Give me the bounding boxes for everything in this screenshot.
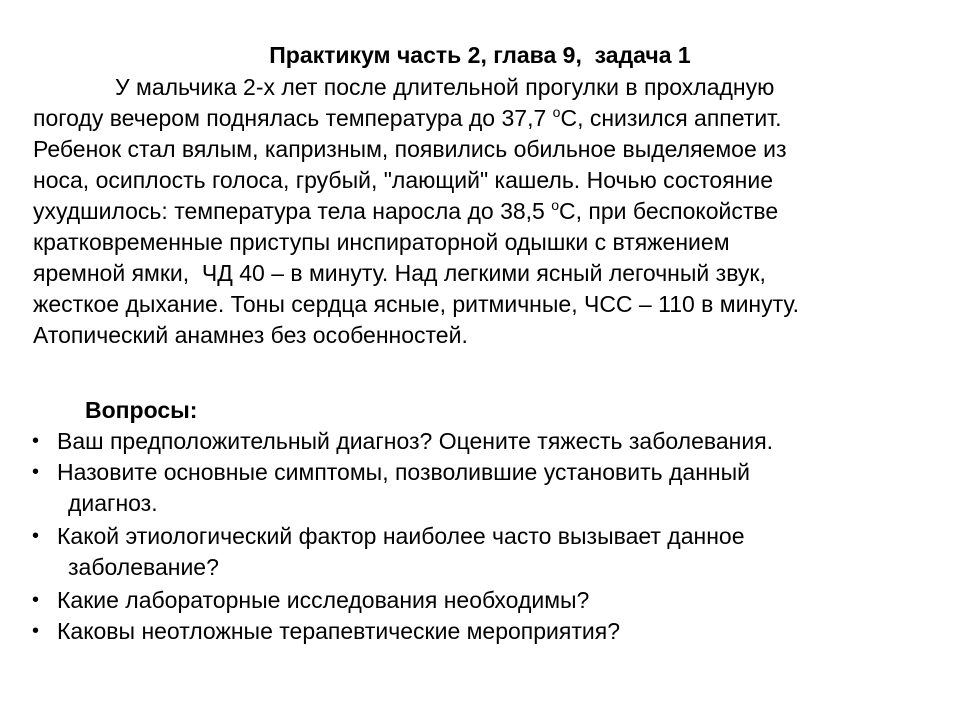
question-3: Какой этиологический фактор наиболее часто вызывает данное (57, 523, 745, 549)
case-line-2 (33, 103, 782, 134)
case-line-5-tail: С, при беспокойстве (559, 198, 779, 224)
case-line-7: яремной ямки, ЧД 40 – в минуту. Над легкими ясный легочный звук, (33, 260, 766, 286)
case-line-5 (33, 196, 778, 227)
question-3-continued: заболевание? (68, 554, 219, 580)
case-line-5-head: ухудшилось: температура тела наросла до 38,5 (33, 198, 552, 224)
bullet-icon: • (32, 525, 40, 547)
question-4: Какие лабораторные исследования необходимы? (57, 587, 590, 613)
bullet-icon: • (32, 620, 40, 642)
question-2-continued: диагноз. (68, 490, 158, 516)
question-5: Каковы неотложные терапевтические мероприятия? (57, 618, 620, 644)
bullet-icon: • (32, 589, 40, 611)
questions-heading: Вопросы: (85, 397, 198, 423)
case-line-6: кратковременные приступы инспираторной одышки с втяжением (33, 229, 730, 255)
bullet-icon: • (32, 461, 40, 483)
case-line-8: жесткое дыхание. Тоны сердца ясные, ритмичные, ЧСС – 110 в минуту. (33, 291, 800, 317)
case-line-1: У мальчика 2-х лет после длительной прогулки в прохладную (115, 74, 775, 100)
page-title: Практикум часть 2, глава 9, задача 1 (269, 42, 691, 68)
degree-mark: о (552, 104, 561, 120)
case-line-4: носа, осиплость голоса, грубый, "лающий" кашель. Ночью состояние (33, 167, 773, 193)
case-line-9: Атопический анамнез без особенностей. (33, 322, 468, 348)
question-2: Назовите основные симптомы, позволившие установить данный (57, 459, 750, 485)
case-line-2-head: погоду вечером поднялась температура до 37,7 (33, 105, 553, 131)
degree-mark: о (551, 197, 560, 213)
question-1: Ваш предположительный диагноз? Оцените тяжесть заболевания. (57, 428, 774, 454)
bullet-icon: • (32, 430, 40, 452)
case-line-3: Ребенок стал вялым, капризным, появились обильное выделяемое из (33, 136, 787, 162)
case-line-2-tail: С, снизился аппетит. (560, 105, 782, 131)
